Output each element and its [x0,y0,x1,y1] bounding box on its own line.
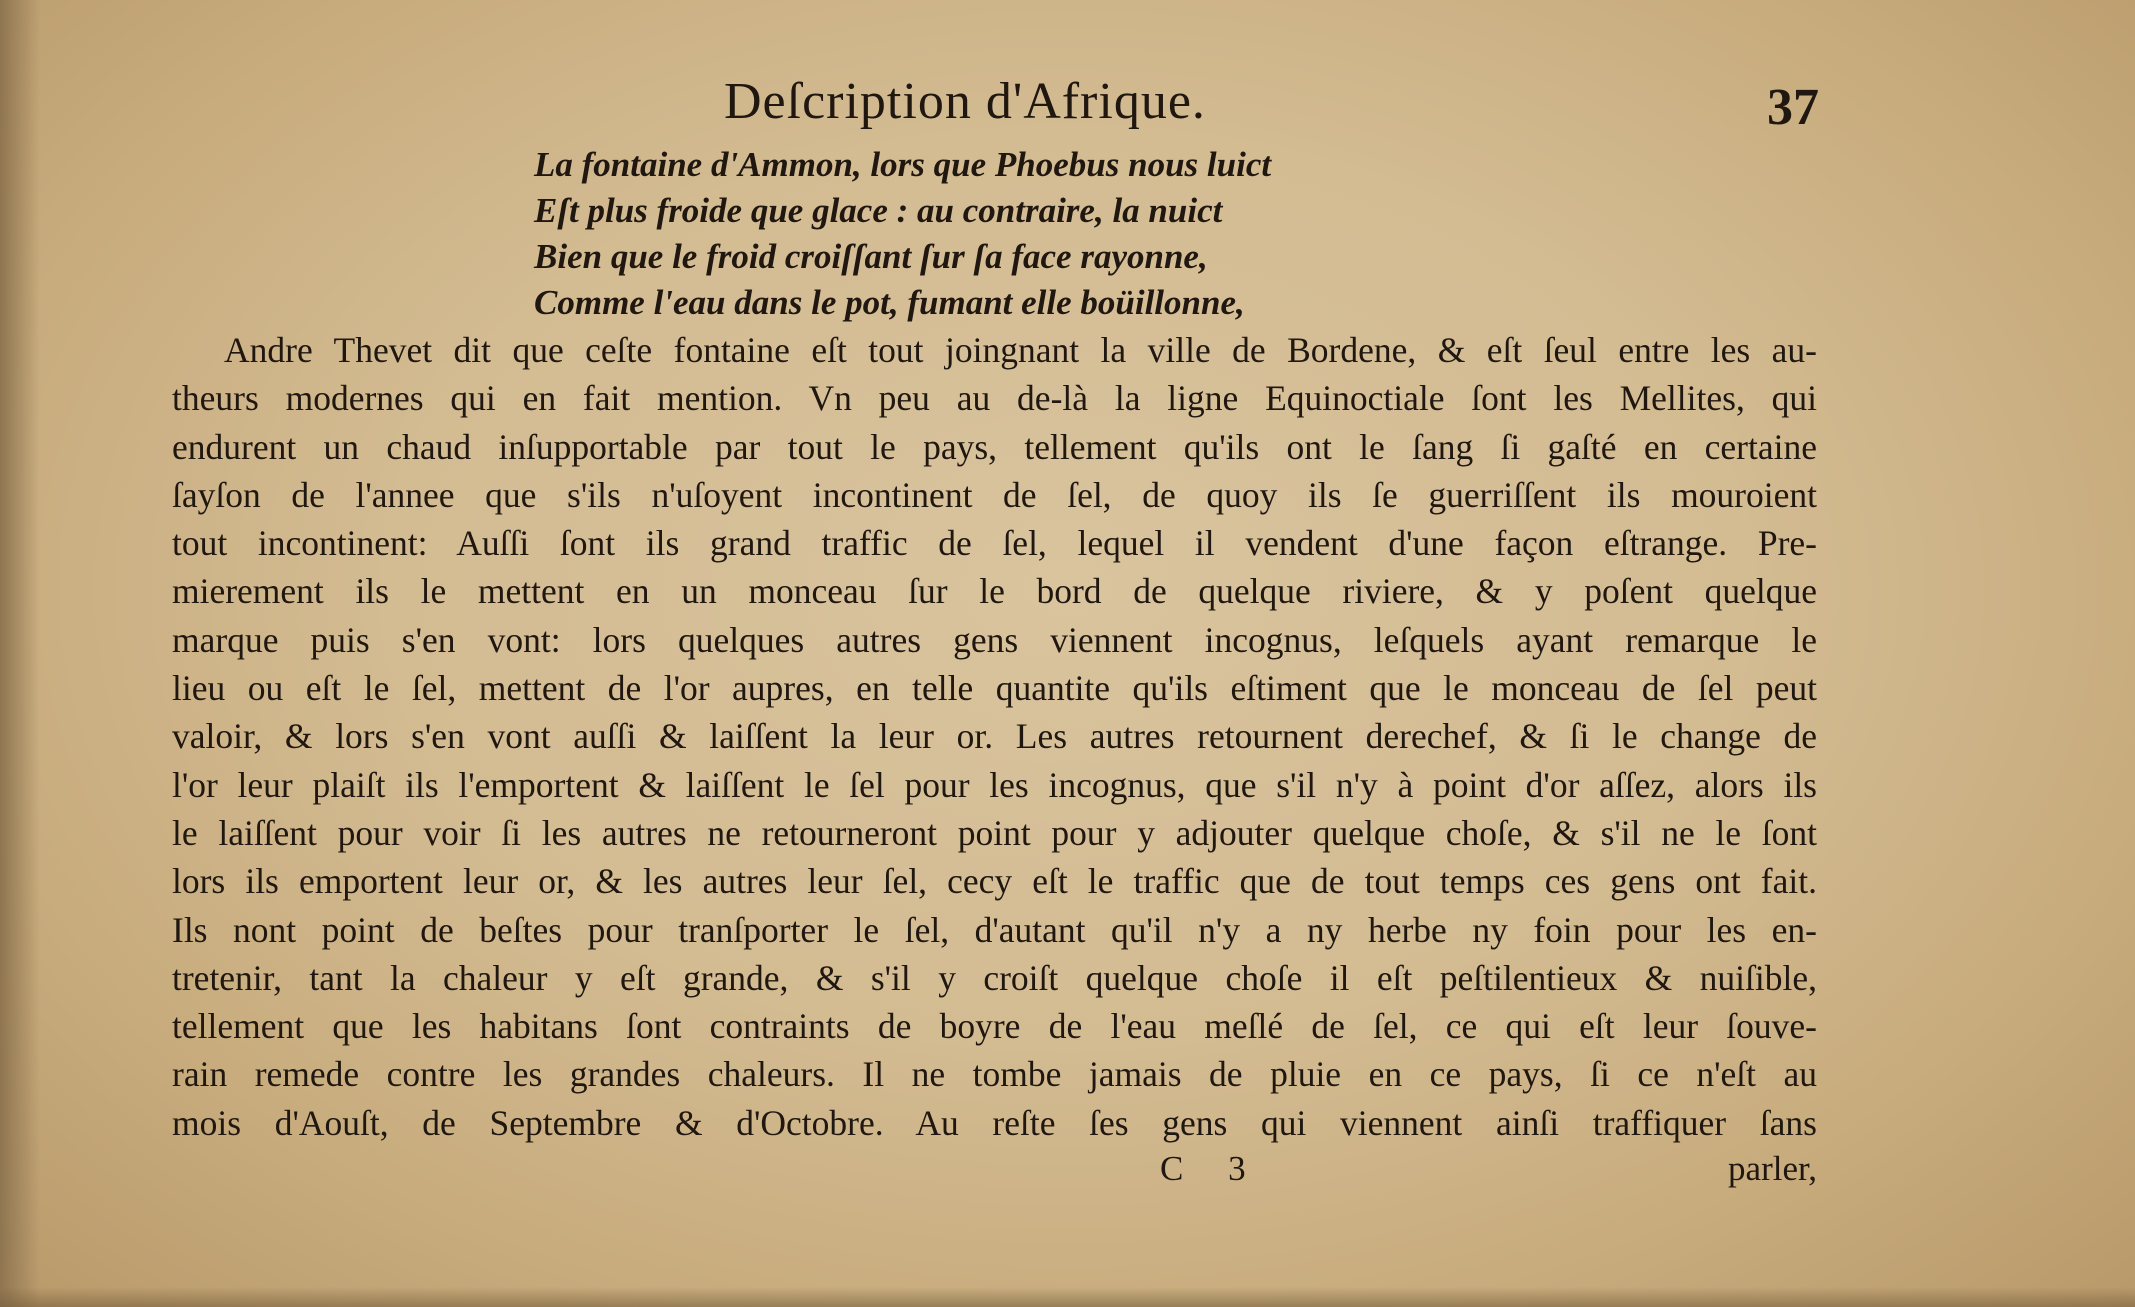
verse-line: La fontaine d'Ammon, lors que Phoebus nous luict [534,145,1272,184]
verse-quotation [534,142,1817,326]
prose-line: theurs modernes qui en fait mention. Vn peu au de-là la ligne Equinoctiale ſont les Mellites, qui [172,378,1817,419]
verse-line: Bien que le froid croiſſant ſur ſa face rayonne, [534,237,1208,276]
page-footer [172,1149,1817,1199]
prose-line: Andre Thevet dit que ceſte fontaine eſt tout joingnant la ville de Bordene, & eſt ſeul entre les au- [224,330,1817,370]
prose-line: Ils nont point de beſtes pour tranſporter le ſel, d'autant qu'il n'y a ny herbe ny foin pour les en- [172,909,1817,950]
prose-line: tellement que les habitans ſont contraints de boyre de l'eau meſlé de ſel, ce qui eſt leur ſouve- [172,1006,1817,1047]
prose-line: rain remede contre les grandes chaleurs. Il ne tombe jamais de pluie en ce pays, ſi ce n'eſt au [172,1054,1817,1095]
page-shadow-left [0,0,40,1307]
prose-line: ſayſon de l'annee que s'ils n'uſoyent incontinent de ſel, de quoy ils ſe guerriſſent ils mouroient [172,474,1817,515]
page-number: 37 [1767,79,1819,136]
signature-mark: C 3 [1160,1149,1264,1189]
prose-line: lieu ou eſt le ſel, mettent de l'or aupres, en telle quantite qu'ils eſtiment que le monceau de ſel peut [172,668,1817,709]
prose-line: l'or leur plaiſt ils l'emportent & laiſſent le ſel pour les incognus, que s'il n'y à point d'or aſſez, alors ils [172,764,1817,805]
prose-line: lors ils emportent leur or, & les autres leur ſel, cecy eſt le traffic que de tout temps ces gens ont fait. [172,861,1817,902]
text-block [172,70,1817,1199]
prose-line: mierement ils le mettent en un monceau ſur le bord de quelque riviere, & y poſent quelque [172,571,1817,612]
prose-line: mois d'Aouſt, de Septembre & d'Octobre. Au reſte ſes gens qui viennent ainſi traffiquer ſans [172,1102,1817,1143]
prose-line: marque puis s'en vont: lors quelques autres gens viennent incognus, leſquels ayant remarque le [172,619,1817,660]
prose-line: tretenir, tant la chaleur y eſt grande, & s'il y croiſt quelque choſe il eſt peſtilentieux & nuiſible, [172,957,1817,998]
prose-line: endurent un chaud inſupportable par tout le pays, tellement qu'ils ont le ſang ſi gaſté en certaine [172,426,1817,467]
prose-line: le laiſſent pour voir ſi les autres ne retourneront point pour y adjouter quelque choſe, & s'il ne le ſont [172,812,1817,853]
verse-line: Comme l'eau dans le pot, fumant elle boüillonne, [534,283,1245,322]
body-paragraph [172,326,1817,1147]
running-head [172,70,1817,142]
prose-line: tout incontinent: Auſſi ſont ils grand traffic de ſel, lequel il vendent d'une façon eſtrange. Pre- [172,523,1817,564]
page-shadow-bottom [0,1287,2135,1307]
verse-line: Eſt plus froide que glace : au contraire, la nuict [534,191,1223,230]
catchword: parler, [1728,1149,1817,1189]
running-title: Deſcription d'Afrique. [724,73,1206,130]
prose-line: valoir, & lors s'en vont auſſi & laiſſent la leur or. Les autres retournent derechef, & ſi le change de [172,716,1817,757]
